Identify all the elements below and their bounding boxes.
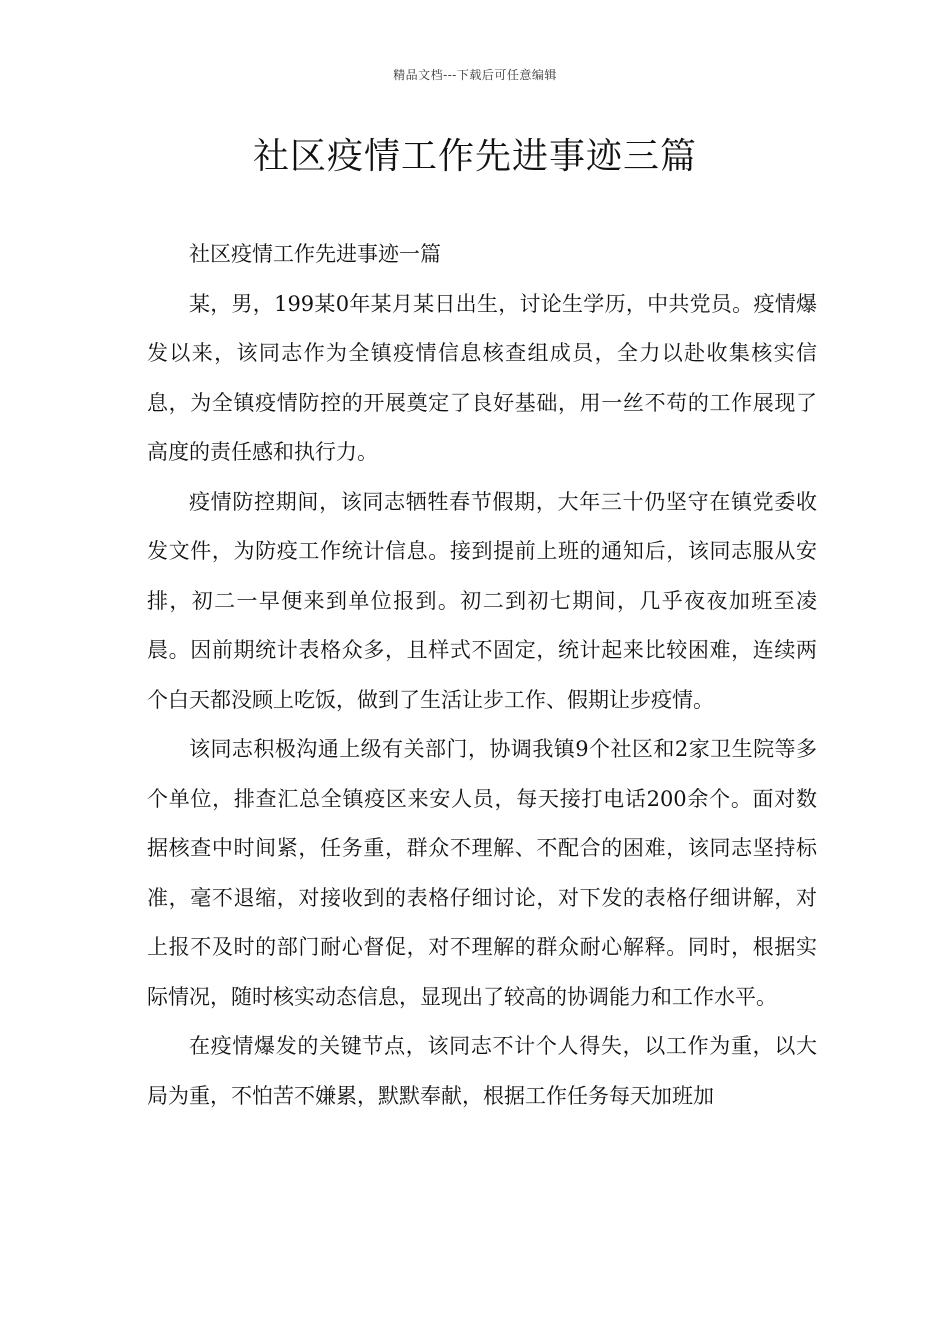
document-title: 社区疫情工作先进事迹三篇 <box>252 136 697 177</box>
paragraph-1: 某，男，199某0年某月某日出生，讨论生学历，中共党员。疫情爆发以来，该同志作为全镇疫情信息核查组成员，全力以赴收集核实信息，为全镇疫情防控的开展奠定了良好基础，用一丝不苟的工作展现了高度的责任感和执行力。 <box>147 291 817 464</box>
paragraph-4: 在疫情爆发的关键节点，该同志不计个人得失，以工作为重，以大局为重，不怕苦不嫌累，默默奉献，根据工作任务每天加班加 <box>147 1034 817 1108</box>
paragraph-2: 疫情防控期间，该同志牺牲春节假期，大年三十仍坚守在镇党委收发文件，为防疫工作统计信息。接到提前上班的通知后，该同志服从安排，初二一早便来到单位报到。初二到初七期间，几乎夜夜加班至凌晨。因前期统计表格众多，且样式不固定，统计起来比较困难，连续两个白天都没顾上吃饭，做到了生活让步工作、假期让步疫情。 <box>147 489 817 712</box>
header-note: 精品文档---下载后可任意编辑 <box>393 68 557 82</box>
section-heading: 社区疫情工作先进事迹一篇 <box>189 242 441 266</box>
document-body <box>147 230 817 1121</box>
paragraph-3: 该同志积极沟通上级有关部门，协调我镇9个社区和2家卫生院等多个单位，排查汇总全镇疫区来安人员，每天接打电话200余个。面对数据核查中时间紧，任务重，群众不理解、不配合的困难，该同志坚持标准，毫不退缩，对接收到的表格仔细讨论，对下发的表格仔细讲解，对上报不及时的部门耐心督促，对不理解的群众耐心解释。同时，根据实际情况，随时核实动态信息，显现出了较高的协调能力和工作水平。 <box>147 737 817 1009</box>
